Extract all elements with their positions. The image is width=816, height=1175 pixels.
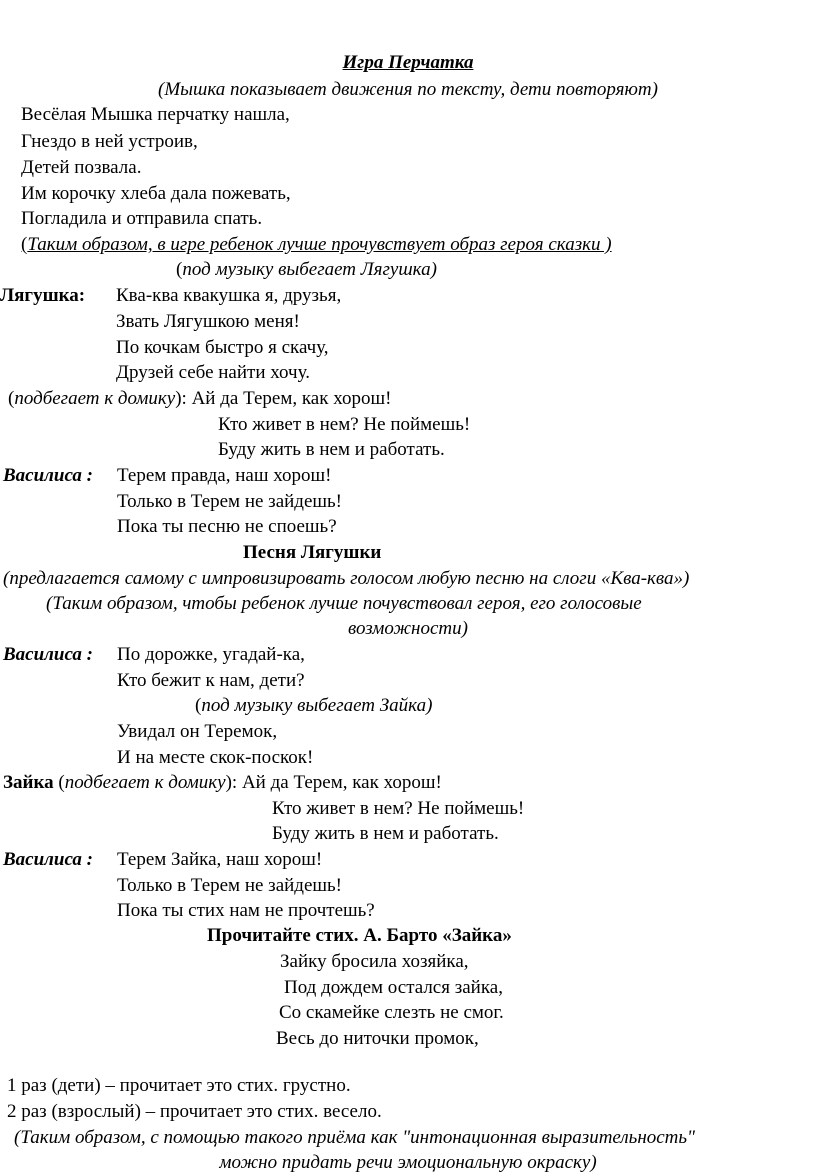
- poem-line: Зайку бросила хозяйка,: [280, 951, 469, 972]
- poem-heading: Прочитайте стих. А. Барто «Зайка»: [207, 925, 512, 946]
- verse-line: Погладила и отправила спать.: [21, 208, 263, 229]
- stage-direction: (под музыку выбегает Зайка): [195, 695, 433, 716]
- dialogue-line: Ква-ква квакушка я, друзья,: [116, 285, 342, 306]
- dialogue-line: Друзей себе найти хочу.: [116, 362, 310, 383]
- verse-line: Весёлая Мышка перчатку нашла,: [21, 104, 290, 125]
- dialogue-line: Пока ты стих нам не прочтешь?: [117, 900, 375, 921]
- dialogue-line: Увидал он Теремок,: [117, 721, 278, 742]
- intro-note: (Мышка показывает движения по тексту, дети повторяют): [158, 79, 658, 100]
- final-note: (Таким образом, с помощью такого приёма как "интонационная выразительность": [14, 1127, 696, 1148]
- song-note: (предлагается самому с импровизировать голосом любую песню на слоги «Ква-ква»): [3, 568, 690, 589]
- verse-line: Им корочку хлеба дала пожевать,: [21, 183, 291, 204]
- dialogue-line: Только в Терем не зайдешь!: [117, 491, 343, 512]
- speaker-vasilisa: Василиса :: [3, 465, 94, 486]
- song-remark: возможности): [348, 618, 468, 639]
- dialogue-line: (подбегает к домику): Ай да Терем, как хорош!: [8, 388, 392, 409]
- dialogue-line: Пока ты песню не споешь?: [117, 516, 337, 537]
- dialogue-line: По кочкам быстро я скачу,: [116, 337, 329, 358]
- dialogue-line: По дорожке, угадай-ка,: [117, 644, 305, 665]
- song-remark: (Таким образом, чтобы ребенок лучше почувствовал героя, его голосовые: [46, 593, 642, 614]
- poem-line: Под дождем остался зайка,: [284, 977, 503, 998]
- dialogue-line: Буду жить в нем и работать.: [218, 439, 445, 460]
- verse-line: Детей позвала.: [21, 157, 142, 178]
- dialogue-line: Кто живет в нем? Не поймешь!: [272, 798, 525, 819]
- dialogue-line: Звать Лягушкою меня!: [116, 311, 300, 332]
- page-title: Игра Перчатка: [342, 52, 474, 73]
- dialogue-line: Только в Терем не зайдешь!: [117, 875, 343, 896]
- dialogue-line: Терем правда, наш хорош!: [117, 465, 332, 486]
- final-note: можно придать речи эмоциональную окраску): [219, 1152, 597, 1173]
- speaker-hare: Зайка: [3, 772, 54, 793]
- dialogue-line: Буду жить в нем и работать.: [272, 823, 499, 844]
- stage-direction: (под музыку выбегает Лягушка): [176, 259, 437, 280]
- dialogue-line: Кто живет в нем? Не поймешь!: [218, 414, 471, 435]
- speaker-vasilisa: Василиса :: [3, 849, 94, 870]
- poem-line: Со скамейке слезть не смог.: [279, 1002, 504, 1023]
- dialogue-line: Терем Зайка, наш хорош!: [117, 849, 323, 870]
- reading-line: 2 раз (взрослый) – прочитает это стих. весело.: [7, 1101, 382, 1122]
- dialogue-line: Кто бежит к нам, дети?: [117, 670, 305, 691]
- song-heading: Песня Лягушки: [243, 542, 382, 563]
- stage-note: (Таким образом, в игре ребенок лучше прочувствует образ героя сказки ): [21, 234, 612, 255]
- speaker-vasilisa: Василиса :: [3, 644, 94, 665]
- speaker-frog: Лягушка:: [0, 285, 86, 306]
- dialogue-line: И на месте скок-поскок!: [117, 747, 314, 768]
- dialogue-line: Зайка (подбегает к домику): Ай да Терем, как хорош!: [3, 772, 442, 793]
- reading-line: 1 раз (дети) – прочитает это стих. грустно.: [7, 1075, 351, 1096]
- verse-line: Гнездо в ней устроив,: [21, 131, 198, 152]
- poem-line: Весь до ниточки промок,: [276, 1028, 479, 1049]
